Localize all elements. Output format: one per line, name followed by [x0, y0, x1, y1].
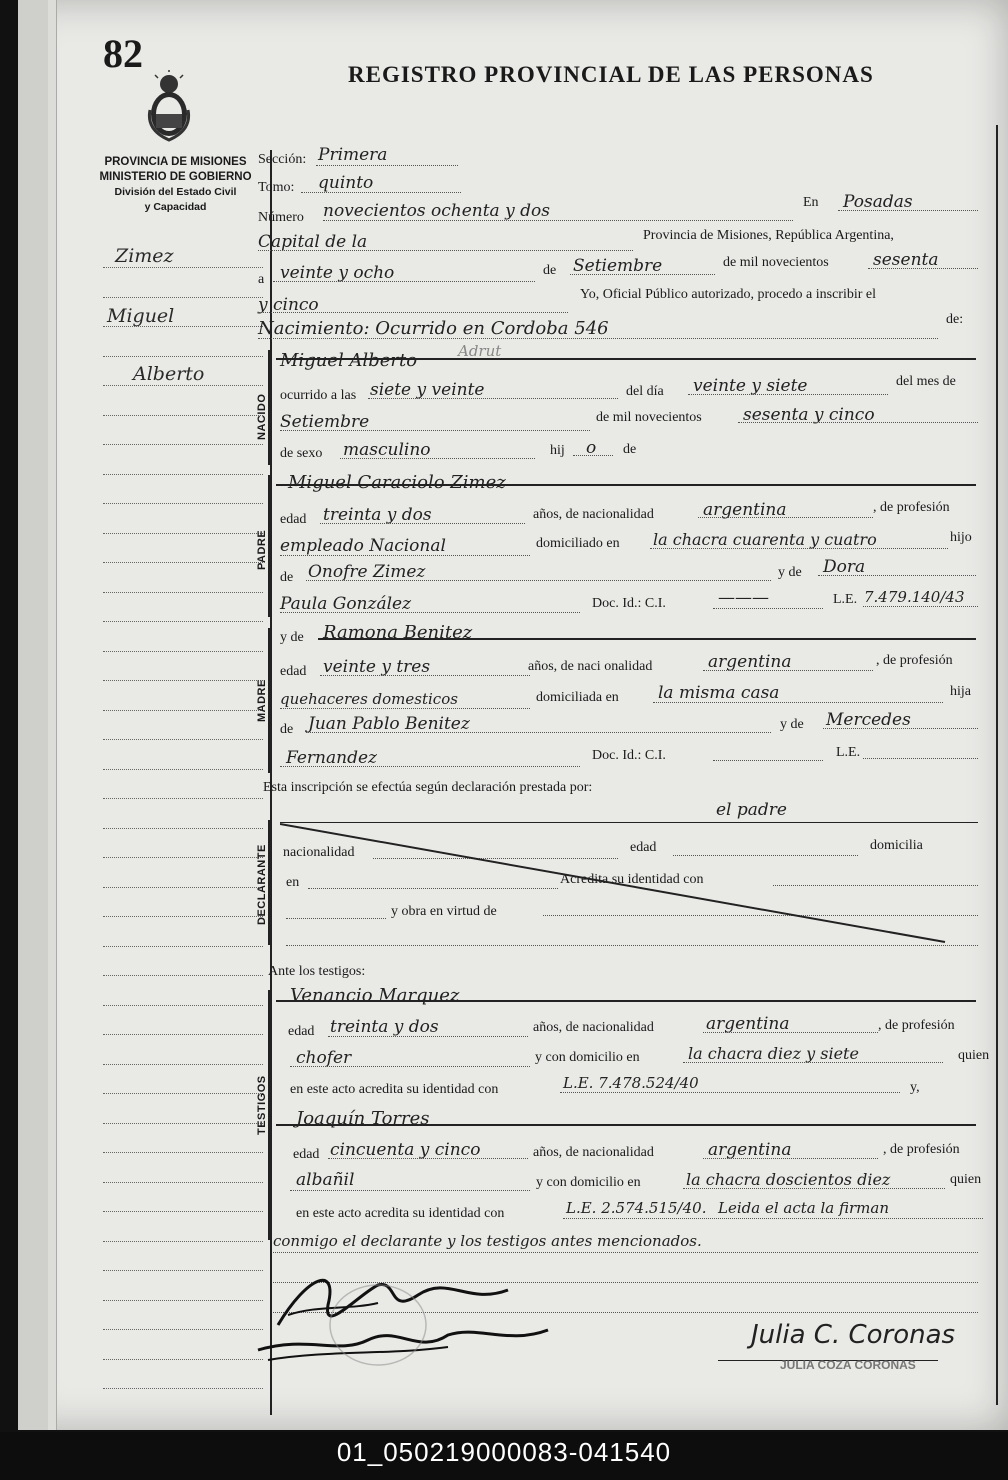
- value-madre-prof: quehaceres domesticos: [280, 690, 458, 708]
- dotted-line: [683, 1188, 945, 1189]
- value-nacido-nota: Adrut: [458, 342, 502, 360]
- margin-ruled-line: [103, 1300, 263, 1301]
- dotted-line: [320, 523, 525, 524]
- dotted-line: [560, 1092, 900, 1093]
- label-ocurrido: ocurrido a las: [280, 388, 357, 403]
- label-profesion-padre: , de profesión: [873, 500, 950, 515]
- value-t1-id: L.E. 7.478.524/40: [563, 1074, 699, 1092]
- margin-ruled-line: [103, 651, 263, 652]
- value-padre-le: 7.479.140/43: [864, 588, 965, 606]
- dotted-line: [273, 1252, 978, 1253]
- document-id-footer: 01_050219000083-041540: [0, 1432, 1008, 1480]
- dotted-line: [713, 760, 823, 761]
- value-madre-nombre: Ramona Benitez: [323, 622, 473, 643]
- dotted-line: [818, 575, 976, 576]
- dotted-line: [280, 430, 590, 431]
- value-capital: Capital de la: [258, 232, 368, 252]
- value-padre-madre2: Paula González: [280, 594, 412, 614]
- margin-ruled-line: [103, 1270, 263, 1271]
- value-t2-nac: argentina: [708, 1140, 792, 1160]
- dotted-line: [323, 220, 793, 221]
- label-edad-declarante: edad: [630, 840, 657, 855]
- margin-ruled-line: [103, 946, 263, 947]
- margin-ruled-line: [103, 1152, 263, 1153]
- value-declarante: el padre: [716, 800, 787, 820]
- dotted-line: [368, 398, 618, 399]
- coat-of-arms-icon: [146, 70, 192, 142]
- label-profesion-madre: , de profesión: [876, 653, 953, 668]
- dotted-line: [290, 1190, 530, 1191]
- dotted-line: [320, 675, 530, 676]
- margin-ruled-line: [103, 1034, 263, 1035]
- authority-ministry: MINISTERIO DE GOBIERNO: [99, 171, 252, 183]
- label-esta-inscripcion: Esta inscripción se efectúa según declaración prestada por:: [263, 780, 593, 795]
- margin-ruled-line: [103, 975, 263, 976]
- value-padre-nombre: Miguel Caraciolo Zimez: [288, 472, 506, 493]
- value-nacimiento: Nacimiento: Ocurrido en Cordoba 546: [258, 318, 609, 339]
- margin-ruled-line: [103, 887, 263, 888]
- value-t2-edad: cincuenta y cinco: [330, 1140, 481, 1160]
- value-padre-nac: argentina: [703, 500, 787, 520]
- margin-ruled-line: [103, 1388, 263, 1389]
- margin-ruled-line: [103, 1093, 263, 1094]
- solid-line: [318, 638, 976, 640]
- margin-ruled-line: [103, 533, 263, 534]
- dotted-line: [563, 1218, 983, 1219]
- label-anos-nac-padre: años, de nacionalidad: [533, 507, 654, 522]
- value-t1-dom: la chacra diez y siete: [688, 1044, 859, 1063]
- value-padre-dom: la chacra cuarenta y cuatro: [653, 530, 877, 549]
- label-de-padre: de: [280, 570, 294, 585]
- solid-line: [276, 358, 976, 360]
- value-testigo1-nombre: Venancio Marquez: [290, 985, 460, 1006]
- value-testigo2-nombre: Joaquín Torres: [296, 1108, 430, 1129]
- dotted-line: [328, 1158, 528, 1159]
- dotted-line: [273, 281, 535, 282]
- registrar-stamp: JULIA COZA CORONAS: [780, 1358, 916, 1372]
- witness-signatures: [248, 1255, 568, 1375]
- label-y-de-madre: y de: [280, 630, 304, 645]
- dotted-line: [738, 422, 978, 423]
- value-padre-ci: ———: [718, 588, 769, 608]
- value-madre-nac: argentina: [708, 652, 792, 672]
- label-y-de-madre2: y de: [780, 717, 804, 732]
- margin-ruled-line: [103, 798, 263, 799]
- register-page: [18, 0, 1008, 1430]
- margin-middle-name: Alberto: [133, 363, 205, 385]
- label-con-domicilio-t2: y con domicilio en: [536, 1175, 641, 1190]
- value-dia: veinte y ocho: [280, 263, 395, 283]
- margin-ruled-line: [103, 857, 263, 858]
- dotted-line: [340, 458, 535, 459]
- label-en: En: [803, 195, 819, 210]
- dotted-line: [328, 1036, 528, 1037]
- margin-ruled-line: [103, 1329, 263, 1330]
- margin-ruled-line: [103, 356, 263, 357]
- margin-ruled-line: [103, 444, 263, 445]
- label-ante-testigos: Ante los testigos:: [268, 964, 366, 979]
- dotted-line: [280, 612, 580, 613]
- value-padre-hijo-de: Onofre Zimez: [308, 562, 426, 582]
- value-sexo: masculino: [343, 440, 431, 460]
- label-doc-id-padre: Doc. Id.: C.I.: [592, 596, 666, 611]
- margin-first-name: Miguel: [107, 305, 175, 327]
- section-bracket: [268, 350, 270, 465]
- value-t2-prof: albañil: [296, 1170, 355, 1190]
- margin-ruled-line: [103, 503, 263, 504]
- label-y-de-padre: y de: [778, 565, 802, 580]
- right-border: [996, 125, 998, 1405]
- value-leida: Leida el acta la firman: [718, 1199, 889, 1217]
- dotted-line: [306, 732, 771, 733]
- solid-line: [276, 1124, 976, 1126]
- label-de-colon: de:: [946, 312, 964, 327]
- value-t1-prof: chofer: [296, 1048, 352, 1068]
- value-hora: siete y veinte: [370, 380, 485, 400]
- value-seccion: Primera: [318, 145, 388, 165]
- value-numero: novecientos ochenta y dos: [323, 201, 550, 221]
- value-madre-dom: la misma casa: [658, 683, 780, 703]
- label-anos-nac-t2: años, de nacionalidad: [533, 1145, 654, 1160]
- label-profesion-t2: , de profesión: [883, 1142, 960, 1157]
- dotted-line: [863, 606, 978, 607]
- label-en-declarante: en: [286, 875, 300, 890]
- authority-capacity: y Capacidad: [144, 201, 207, 213]
- label-hij: hij: [550, 443, 565, 458]
- margin-ruled-line: [103, 828, 263, 829]
- label-provincia: Provincia de Misiones, República Argentina,: [643, 228, 894, 243]
- value-padre-madre: Dora: [823, 557, 866, 577]
- value-mes: Setiembre: [573, 256, 663, 276]
- value-madre-hija-de: Juan Pablo Benitez: [308, 714, 470, 734]
- label-edad-padre: edad: [280, 512, 307, 527]
- margin-surname: Zimez: [115, 245, 174, 267]
- dotted-line: [650, 548, 948, 549]
- dotted-line: [306, 580, 771, 581]
- label-edad-t2: edad: [293, 1147, 320, 1162]
- label-le-padre: L.E.: [833, 592, 858, 607]
- dotted-line: [703, 1032, 878, 1033]
- label-y-coma: y,: [910, 1080, 920, 1095]
- value-anio-nac: sesenta y cinco: [743, 405, 875, 425]
- section-bracket: [268, 820, 270, 945]
- issuing-authority: [88, 155, 263, 215]
- label-tomo: Tomo:: [258, 180, 295, 195]
- margin-ruled-line: [103, 769, 263, 770]
- value-nacido-nombre: Miguel Alberto: [280, 350, 418, 371]
- section-bracket: [268, 990, 270, 1240]
- dotted-line: [258, 312, 568, 313]
- solid-line: [276, 484, 976, 486]
- page-number: 82: [103, 31, 143, 76]
- section-bracket: [268, 475, 270, 617]
- dotted-line: [258, 338, 938, 339]
- label-quien-t1: quien: [958, 1048, 990, 1063]
- value-mes-nac: Setiembre: [280, 412, 370, 432]
- dotted-line: [653, 702, 943, 703]
- label-de-nacido: de: [623, 442, 637, 457]
- value-t1-nac: argentina: [706, 1014, 790, 1034]
- label-profesion-t1: , de profesión: [878, 1018, 955, 1033]
- value-dia-nac: veinte y siete: [693, 376, 808, 396]
- section-bracket: [268, 628, 270, 773]
- dotted-line: [280, 766, 580, 767]
- dotted-line: [713, 608, 823, 609]
- value-en: Posadas: [843, 192, 913, 212]
- value-t2-id: L.E. 2.574.515/40.: [566, 1199, 707, 1217]
- value-madre-madre2: Fernandez: [286, 748, 377, 768]
- margin-ruled-line: [103, 680, 263, 681]
- authority-province: PROVINCIA DE MISIONES: [104, 156, 247, 168]
- margin-ruled-line: [103, 385, 263, 386]
- label-le-madre: L.E.: [836, 745, 861, 760]
- label-anos-nac-madre: años, de naci onalidad: [528, 659, 653, 674]
- value-tomo: quinto: [318, 173, 374, 193]
- margin-ruled-line: [103, 1211, 263, 1212]
- margin-ruled-line: [103, 1123, 263, 1124]
- margin-ruled-line: [103, 1064, 263, 1065]
- value-anio2: y cinco: [258, 295, 319, 315]
- label-con-domicilio-t1: y con domicilio en: [535, 1050, 640, 1065]
- cancel-strike-line: [280, 822, 980, 947]
- label-mil-novecientos-2: de mil novecientos: [596, 410, 702, 425]
- label-de: de: [543, 263, 557, 278]
- dotted-line: [280, 708, 530, 709]
- label-numero: Número: [258, 210, 304, 225]
- label-hijo: hijo: [950, 530, 972, 545]
- label-sexo: de sexo: [280, 446, 323, 461]
- value-padre-prof: empleado Nacional: [280, 536, 446, 556]
- value-anio: sesenta: [873, 250, 939, 270]
- value-madre-edad: veinte y tres: [323, 657, 431, 677]
- page-title: REGISTRO PROVINCIAL DE LAS PERSONAS: [348, 62, 874, 87]
- dotted-line: [316, 165, 458, 166]
- label-edad-t1: edad: [288, 1024, 315, 1039]
- margin-ruled-line: [103, 916, 263, 917]
- label-nacido: NACIDO: [256, 393, 268, 440]
- value-t2-dom: la chacra doscientos diez: [686, 1170, 891, 1189]
- dotted-line: [258, 250, 633, 251]
- label-domicilia: domicilia: [870, 838, 923, 853]
- label-hija: hija: [950, 684, 971, 699]
- label-padre: PADRE: [256, 529, 268, 570]
- margin-ruled-line: [103, 1182, 263, 1183]
- label-del-dia: del día: [626, 384, 664, 399]
- label-del-mes: del mes de: [896, 374, 956, 389]
- label-edad-madre: edad: [280, 664, 307, 679]
- label-yo-oficial: Yo, Oficial Público autorizado, procedo a inscribir el: [580, 287, 877, 302]
- dotted-line: [688, 394, 888, 395]
- solid-line: [276, 1000, 976, 1002]
- label-doc-id-madre: Doc. Id.: C.I.: [592, 748, 666, 763]
- label-obra-virtud: y obra en virtud de: [391, 904, 497, 919]
- margin-ruled-line: [103, 739, 263, 740]
- label-acredita: Acredita su identidad con: [560, 872, 704, 887]
- label-de-madre: de: [280, 722, 294, 737]
- binding-edge: [18, 0, 50, 1430]
- dotted-line: [868, 268, 978, 269]
- margin-ruled-line: [103, 267, 263, 268]
- label-madre: MADRE: [256, 679, 268, 722]
- margin-ruled-line: [103, 326, 263, 327]
- margin-ruled-line: [103, 415, 263, 416]
- dotted-line: [698, 517, 873, 518]
- label-seccion: Sección:: [258, 152, 307, 167]
- value-hij: o: [586, 438, 597, 458]
- label-domiciliada: domiciliada en: [536, 690, 619, 705]
- value-padre-edad: treinta y dos: [323, 505, 432, 525]
- binding-edge-inner: [48, 0, 57, 1430]
- margin-ruled-line: [103, 297, 263, 298]
- dotted-line: [863, 758, 978, 759]
- margin-ruled-line: [103, 474, 263, 475]
- label-a: a: [258, 272, 265, 287]
- dotted-line: [290, 1066, 530, 1067]
- label-en-este-acto-t1: en este acto acredita su identidad con: [290, 1082, 499, 1097]
- registrar-signature: Julia C. Coronas: [751, 1320, 956, 1350]
- label-nacionalidad: nacionalidad: [283, 845, 355, 860]
- label-testigos: TESTIGOS: [256, 1075, 268, 1135]
- margin-ruled-line: [103, 1359, 263, 1360]
- dotted-line: [703, 1158, 878, 1159]
- margin-ruled-line: [103, 621, 263, 622]
- margin-ruled-line: [103, 710, 263, 711]
- dotted-line: [280, 555, 530, 556]
- dotted-line: [570, 274, 715, 275]
- margin-ruled-line: [103, 1241, 263, 1242]
- margin-ruled-line: [103, 1005, 263, 1006]
- dotted-line: [301, 192, 461, 193]
- authority-division: División del Estado Civil: [114, 186, 237, 198]
- margin-ruled-line: [103, 562, 263, 563]
- label-declarante: DECLARANTE: [256, 844, 268, 925]
- dotted-line: [683, 1062, 943, 1063]
- value-madre-madre: Mercedes: [826, 710, 911, 730]
- margin-ruled-line: [103, 592, 263, 593]
- label-domiciliado: domiciliado en: [536, 536, 620, 551]
- dotted-line: [703, 670, 873, 671]
- label-anos-nac-t1: años, de nacionalidad: [533, 1020, 654, 1035]
- dotted-line: [573, 455, 613, 456]
- label-en-este-acto-t2: en este acto acredita su identidad con: [296, 1206, 505, 1221]
- dotted-line: [838, 210, 978, 211]
- label-quien-t2: quien: [950, 1172, 982, 1187]
- dotted-line: [823, 728, 978, 729]
- label-mil-novecientos: de mil novecientos: [723, 255, 829, 270]
- value-t1-edad: treinta y dos: [330, 1017, 439, 1037]
- value-cierre: conmigo el declarante y los testigos antes mencionados.: [273, 1232, 702, 1250]
